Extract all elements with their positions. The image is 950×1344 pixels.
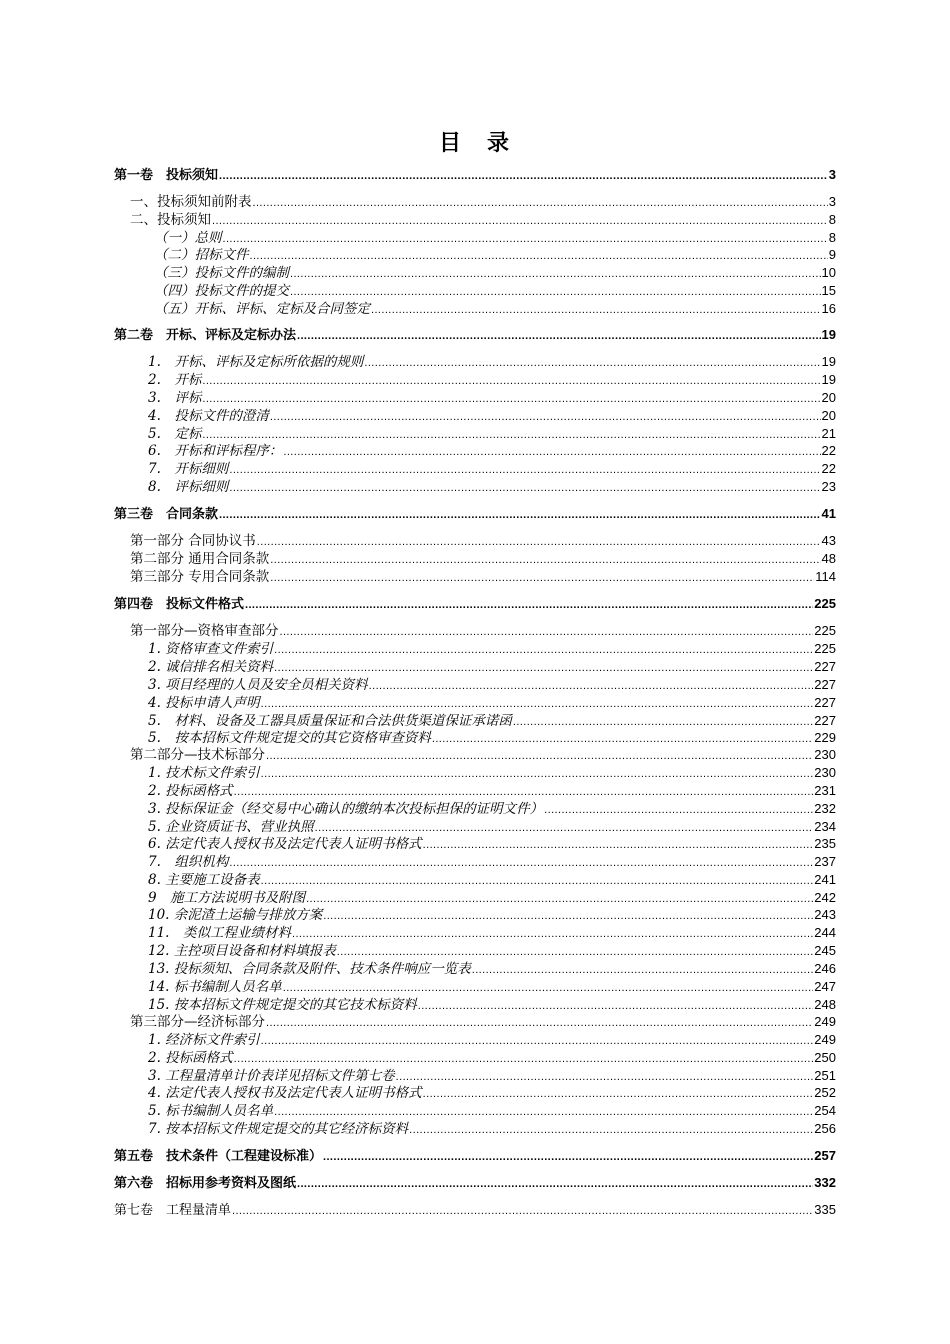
toc-dot-leader bbox=[250, 247, 828, 265]
toc-entry-page-number: 235 bbox=[814, 836, 836, 851]
toc-entry-label: 5. 定标 bbox=[148, 426, 202, 442]
toc-entry-page-number: 15 bbox=[821, 283, 836, 298]
toc-dot-leader bbox=[283, 443, 820, 461]
toc-entry-label: 3. 投标保证金（经交易中心确认的缴纳本次投标担保的证明文件） bbox=[148, 801, 544, 817]
toc-entry[interactable] bbox=[114, 282, 836, 300]
toc-entry[interactable] bbox=[114, 1084, 836, 1102]
toc-entry-label: 3. 项目经理的人员及安全员相关资料 bbox=[148, 677, 368, 693]
toc-dot-leader bbox=[219, 167, 828, 185]
toc-entry[interactable] bbox=[114, 326, 836, 344]
toc-dot-leader bbox=[234, 783, 814, 801]
toc-entry-label: 第二部分—技术标部分 bbox=[130, 747, 265, 763]
toc-entry[interactable] bbox=[114, 694, 836, 712]
toc-entry[interactable] bbox=[114, 478, 836, 496]
toc-dot-leader bbox=[245, 596, 813, 614]
toc-entry-label: 7. 按本招标文件规定提交的其它经济标资料 bbox=[148, 1121, 409, 1137]
toc-dot-leader bbox=[229, 479, 820, 497]
toc-entry[interactable] bbox=[114, 676, 836, 694]
toc-entry-page-number: 227 bbox=[814, 677, 836, 692]
toc-entry-page-number: 332 bbox=[814, 1175, 836, 1190]
toc-dot-leader bbox=[290, 265, 821, 283]
toc-dot-leader bbox=[423, 836, 814, 854]
toc-entry-page-number: 256 bbox=[814, 1121, 836, 1136]
toc-entry-label: （一）总则 bbox=[154, 230, 222, 246]
toc-entry-label: 5. 标书编制人员名单 bbox=[148, 1103, 274, 1119]
toc-dot-leader bbox=[280, 623, 814, 641]
toc-dot-leader bbox=[297, 327, 821, 345]
toc-entry-label: 3. 工程量清单计价表详见招标文件第七卷 bbox=[148, 1068, 395, 1084]
toc-entry[interactable] bbox=[114, 353, 836, 371]
toc-entry-label: 9 施工方法说明书及附图 bbox=[148, 890, 306, 906]
toc-entry-page-number: 335 bbox=[814, 1202, 836, 1217]
toc-entry-label: 8. 主要施工设备表 bbox=[148, 872, 260, 888]
toc-entry-page-number: 9 bbox=[828, 247, 836, 262]
toc-entry-label: 14. 标书编制人员名单 bbox=[148, 979, 282, 995]
toc-entry-page-number: 8 bbox=[828, 212, 836, 227]
toc-dot-leader bbox=[337, 943, 814, 961]
toc-dot-leader bbox=[229, 461, 820, 479]
toc-entry-page-number: 232 bbox=[814, 801, 836, 816]
toc-dot-leader bbox=[253, 194, 828, 212]
toc-dot-leader bbox=[297, 1175, 813, 1193]
toc-entry[interactable] bbox=[114, 782, 836, 800]
toc-entry[interactable] bbox=[114, 246, 836, 264]
toc-entry[interactable] bbox=[114, 906, 836, 924]
toc-entry[interactable] bbox=[114, 622, 836, 640]
toc-entry-page-number: 254 bbox=[814, 1103, 836, 1118]
toc-entry-label: 13. 投标须知、合同条款及附件、技术条件响应一览表 bbox=[148, 961, 471, 977]
toc-entry-label: 第三卷 合同条款 bbox=[114, 507, 219, 522]
toc-dot-leader bbox=[261, 765, 814, 783]
toc-dot-leader bbox=[274, 641, 813, 659]
toc-dot-leader bbox=[274, 659, 813, 677]
toc-entry-page-number: 20 bbox=[821, 390, 836, 405]
toc-entry-label: 1. 经济标文件索引 bbox=[148, 1032, 260, 1048]
toc-entry-page-number: 19 bbox=[821, 372, 836, 387]
toc-entry-label: （四）投标文件的提交 bbox=[154, 283, 289, 299]
toc-entry[interactable] bbox=[114, 505, 836, 523]
toc-entry-page-number: 48 bbox=[821, 551, 836, 566]
toc-entry-page-number: 237 bbox=[814, 854, 836, 869]
toc-entry-page-number: 257 bbox=[814, 1148, 836, 1163]
toc-entry-page-number: 246 bbox=[814, 961, 836, 976]
toc-entry-label: 8. 评标细则 bbox=[148, 479, 229, 495]
toc-entry-page-number: 16 bbox=[821, 301, 836, 316]
toc-entry-label: 第五卷 技术条件（工程建设标准） bbox=[114, 1149, 323, 1164]
toc-dot-leader bbox=[364, 354, 820, 372]
toc-entry-label: 第四卷 投标文件格式 bbox=[114, 597, 245, 612]
toc-entry-page-number: 20 bbox=[821, 408, 836, 423]
toc-entry-page-number: 227 bbox=[814, 695, 836, 710]
toc-entry-page-number: 23 bbox=[821, 479, 836, 494]
toc-dot-leader bbox=[270, 408, 821, 426]
toc-entry-label: （三）投标文件的编制 bbox=[154, 265, 289, 281]
toc-entry[interactable] bbox=[114, 658, 836, 676]
toc-entry[interactable] bbox=[114, 300, 836, 318]
toc-dot-leader bbox=[283, 979, 814, 997]
toc-entry-page-number: 41 bbox=[821, 506, 836, 521]
toc-entry-page-number: 248 bbox=[814, 997, 836, 1012]
toc-entry[interactable] bbox=[114, 924, 836, 942]
toc-dot-leader bbox=[261, 1032, 814, 1050]
toc-entry[interactable] bbox=[114, 193, 836, 211]
toc-entry-page-number: 8 bbox=[828, 230, 836, 245]
toc-entry-label: 6. 开标和评标程序： bbox=[148, 443, 283, 459]
toc-dot-leader bbox=[472, 961, 814, 979]
toc-entry-page-number: 227 bbox=[814, 713, 836, 728]
toc-entry[interactable] bbox=[114, 640, 836, 658]
toc-entry-page-number: 10 bbox=[821, 265, 836, 280]
toc-entry-label: 10. 余泥渣土运输与排放方案 bbox=[148, 907, 323, 923]
toc-dot-leader bbox=[232, 1202, 813, 1220]
toc-entry-page-number: 230 bbox=[814, 765, 836, 780]
toc-dot-leader bbox=[234, 1050, 814, 1068]
toc-entry-label: 11. 类似工程业绩材料 bbox=[148, 925, 291, 941]
toc-entry-page-number: 245 bbox=[814, 943, 836, 958]
toc-entry-label: 2. 投标函格式 bbox=[148, 1050, 233, 1066]
toc-dot-leader bbox=[261, 872, 814, 890]
toc-dot-leader bbox=[270, 551, 820, 569]
toc-dot-leader bbox=[202, 390, 820, 408]
toc-entry-label: 第二卷 开标、评标及定标办法 bbox=[114, 328, 297, 343]
toc-entry[interactable] bbox=[114, 1147, 836, 1165]
toc-entry-label: 第一卷 投标须知 bbox=[114, 168, 219, 183]
toc-dot-leader bbox=[323, 1148, 813, 1166]
toc-entry-label: 1. 技术标文件索引 bbox=[148, 765, 260, 781]
toc-entry-page-number: 3 bbox=[828, 194, 836, 209]
toc-dot-leader bbox=[274, 1103, 813, 1121]
toc-entry[interactable] bbox=[114, 595, 836, 613]
toc-entry[interactable] bbox=[114, 229, 836, 247]
toc-entry[interactable] bbox=[114, 407, 836, 425]
toc-entry[interactable] bbox=[114, 1120, 836, 1138]
toc-entry-label: 第六卷 招标用参考资料及图纸 bbox=[114, 1176, 297, 1191]
toc-entry-page-number: 247 bbox=[814, 979, 836, 994]
toc-dot-leader bbox=[371, 301, 821, 319]
toc-dot-leader bbox=[202, 372, 820, 390]
toc-entry-page-number: 241 bbox=[814, 872, 836, 887]
toc-entry[interactable] bbox=[114, 532, 836, 550]
toc-entry-page-number: 19 bbox=[821, 327, 836, 342]
toc-entry[interactable] bbox=[114, 800, 836, 818]
toc-entry-label: 4. 投标文件的澄清 bbox=[148, 408, 269, 424]
toc-entry-label: 1. 开标、评标及定标所依据的规则 bbox=[148, 354, 364, 370]
toc-entry[interactable] bbox=[114, 960, 836, 978]
toc-entry[interactable] bbox=[114, 729, 836, 747]
toc-entry[interactable] bbox=[114, 1201, 836, 1219]
toc-entry[interactable] bbox=[114, 764, 836, 782]
toc-entry[interactable] bbox=[114, 996, 836, 1014]
toc-entry[interactable] bbox=[114, 818, 836, 836]
toc-dot-leader bbox=[270, 569, 814, 587]
toc-entry[interactable] bbox=[114, 712, 836, 730]
toc-entry[interactable] bbox=[114, 568, 836, 586]
toc-entry-page-number: 249 bbox=[814, 1014, 836, 1029]
toc-entry[interactable] bbox=[114, 550, 836, 568]
toc-entry-page-number: 225 bbox=[814, 623, 836, 638]
toc-entry-page-number: 251 bbox=[814, 1068, 836, 1083]
toc-dot-leader bbox=[369, 677, 814, 695]
toc-dot-leader bbox=[544, 801, 813, 819]
toc-dot-leader bbox=[290, 283, 821, 301]
toc-entry[interactable] bbox=[114, 264, 836, 282]
toc-entry-page-number: 250 bbox=[814, 1050, 836, 1065]
toc-entry-label: 1. 资格审查文件索引 bbox=[148, 641, 274, 657]
toc-entry-label: 4. 法定代表人授权书及法定代表人证明书格式 bbox=[148, 1085, 422, 1101]
toc-entry-label: 15. 按本招标文件规定提交的其它技术标资料 bbox=[148, 997, 417, 1013]
toc-entry-page-number: 114 bbox=[815, 569, 836, 584]
toc-entry-label: 12. 主控项目设备和材料填报表 bbox=[148, 943, 336, 959]
toc-entry-label: 5. 企业资质证书、营业执照 bbox=[148, 819, 314, 835]
toc-entry[interactable] bbox=[114, 853, 836, 871]
toc-entry[interactable] bbox=[114, 211, 836, 229]
toc-title: 目 录 bbox=[438, 130, 511, 156]
toc-entry-page-number: 252 bbox=[814, 1085, 836, 1100]
toc-entry-page-number: 249 bbox=[814, 1032, 836, 1047]
toc-entry[interactable] bbox=[114, 889, 836, 907]
toc-entry-label: 第一部分 合同协议书 bbox=[130, 533, 256, 549]
toc-dot-leader bbox=[229, 854, 813, 872]
toc-entry-page-number: 22 bbox=[821, 443, 836, 458]
toc-entry[interactable] bbox=[114, 371, 836, 389]
toc-entry-label: （五）开标、评标、定标及合同签定 bbox=[154, 301, 370, 317]
toc-entry-page-number: 225 bbox=[814, 596, 836, 611]
toc-entry[interactable] bbox=[114, 425, 836, 443]
toc-entry-page-number: 19 bbox=[821, 354, 836, 369]
toc-entry[interactable] bbox=[114, 460, 836, 478]
toc-entry[interactable] bbox=[114, 1013, 836, 1031]
toc-dot-leader bbox=[292, 925, 813, 943]
toc-entry-label: 第一部分—资格审查部分 bbox=[130, 623, 279, 639]
toc-entry-label: 5. 按本招标文件规定提交的其它资格审查资料 bbox=[148, 730, 431, 746]
toc-entry[interactable] bbox=[114, 1067, 836, 1085]
toc-entry-page-number: 225 bbox=[814, 641, 836, 656]
toc-dot-leader bbox=[266, 1014, 813, 1032]
toc-entry-label: 第七卷 工程量清单 bbox=[114, 1203, 232, 1218]
toc-entry-label: 3. 评标 bbox=[148, 390, 202, 406]
toc-dot-leader bbox=[212, 212, 828, 230]
toc-entry[interactable] bbox=[114, 389, 836, 407]
toc-entry-page-number: 244 bbox=[814, 925, 836, 940]
toc-entry-label: 4. 投标申请人声明 bbox=[148, 695, 260, 711]
toc-entry[interactable] bbox=[114, 871, 836, 889]
toc-entry-label: 2. 开标 bbox=[148, 372, 202, 388]
toc-entry-label: 7. 开标细则 bbox=[148, 461, 229, 477]
toc-entry[interactable] bbox=[114, 1049, 836, 1067]
toc-entry[interactable] bbox=[114, 978, 836, 996]
toc-entry-label: 5. 材料、设备及工器具质量保证和合法供货渠道保证承诺函 bbox=[148, 713, 512, 729]
toc-entry-page-number: 242 bbox=[814, 890, 836, 905]
toc-entry-page-number: 234 bbox=[814, 819, 836, 834]
toc-entry[interactable] bbox=[114, 1031, 836, 1049]
toc-entry[interactable] bbox=[114, 442, 836, 460]
toc-entry[interactable] bbox=[114, 746, 836, 764]
toc-entry-page-number: 243 bbox=[814, 907, 836, 922]
toc-entry-label: 一、投标须知前附表 bbox=[130, 194, 252, 210]
toc-dot-leader bbox=[409, 1121, 813, 1139]
toc-entry-page-number: 21 bbox=[821, 426, 836, 441]
toc-dot-leader bbox=[257, 533, 821, 551]
toc-dot-leader bbox=[423, 1085, 814, 1103]
toc-entry-page-number: 231 bbox=[814, 783, 836, 798]
toc-entry-label: 第二部分 通用合同条款 bbox=[130, 551, 270, 567]
toc-dot-leader bbox=[219, 506, 821, 524]
toc-entry-page-number: 43 bbox=[821, 533, 836, 548]
toc-entry-label: 第三部分 专用合同条款 bbox=[130, 569, 270, 585]
toc-entry-label: 二、投标须知 bbox=[130, 212, 211, 228]
toc-entry[interactable] bbox=[114, 1174, 836, 1192]
toc-dot-leader bbox=[323, 907, 813, 925]
toc-entry-label: 第三部分—经济标部分 bbox=[130, 1014, 265, 1030]
toc-entry-label: （二）招标文件 bbox=[154, 247, 249, 263]
toc-entry-label: 7. 组织机构 bbox=[148, 854, 229, 870]
toc-entry-page-number: 230 bbox=[814, 747, 836, 762]
toc-entry[interactable] bbox=[114, 942, 836, 960]
toc-entry-label: 2. 诚信排名相关资料 bbox=[148, 659, 274, 675]
toc-entry[interactable] bbox=[114, 166, 836, 184]
toc-entry-page-number: 229 bbox=[814, 730, 836, 745]
toc-entry-label: 2. 投标函格式 bbox=[148, 783, 233, 799]
toc-entry[interactable] bbox=[114, 835, 836, 853]
toc-entry-label: 6. 法定代表人授权书及法定代表人证明书格式 bbox=[148, 836, 422, 852]
toc-entry-page-number: 227 bbox=[814, 659, 836, 674]
toc-entry[interactable] bbox=[114, 1102, 836, 1120]
toc-entry-page-number: 22 bbox=[821, 461, 836, 476]
toc-dot-leader bbox=[266, 747, 813, 765]
toc-dot-leader bbox=[261, 695, 814, 713]
toc-entry-page-number: 3 bbox=[828, 167, 836, 182]
